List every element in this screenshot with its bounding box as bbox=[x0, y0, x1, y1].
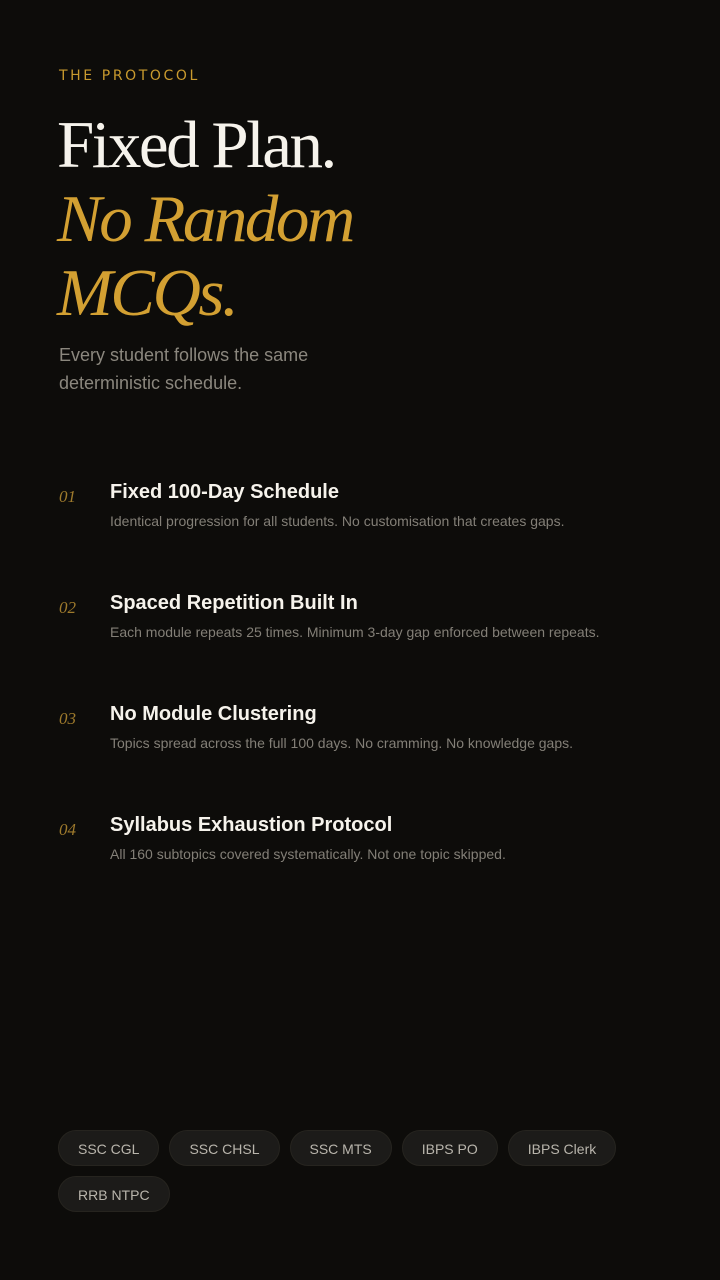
headline-line-3: MCQs. bbox=[57, 256, 237, 330]
feature-title: Spaced Repetition Built In bbox=[110, 592, 358, 614]
feature-item bbox=[0, 589, 720, 700]
exam-tag-ssc-cgl[interactable]: SSC CGL bbox=[58, 1130, 159, 1166]
feature-item bbox=[0, 811, 720, 922]
feature-item bbox=[0, 478, 720, 589]
feature-list bbox=[0, 478, 720, 922]
feature-description: Topics spread across the full 100 days. No cramming. No knowledge gaps. bbox=[110, 735, 574, 751]
feature-description: Each module repeats 25 times. Minimum 3-day gap enforced between repeats. bbox=[110, 624, 600, 640]
feature-description: Identical progression for all students. No customisation that creates gaps. bbox=[110, 513, 565, 529]
exam-tag-rrb-ntpc[interactable]: RRB NTPC bbox=[58, 1176, 170, 1212]
exam-tag-ssc-mts[interactable]: SSC MTS bbox=[290, 1130, 392, 1166]
page-title bbox=[57, 108, 353, 330]
feature-title: Fixed 100-Day Schedule bbox=[110, 481, 339, 503]
exam-tag-list bbox=[58, 1130, 658, 1212]
feature-number: 03 bbox=[59, 709, 76, 728]
headline-line-1: Fixed Plan. bbox=[57, 108, 335, 182]
exam-tag-ibps-clerk[interactable]: IBPS Clerk bbox=[508, 1130, 616, 1166]
page-subtitle: Every student follows the same deterministic schedule. bbox=[59, 345, 309, 393]
feature-item bbox=[0, 700, 720, 811]
feature-number: 02 bbox=[59, 598, 76, 617]
exam-tag-ssc-chsl[interactable]: SSC CHSL bbox=[169, 1130, 279, 1166]
feature-number: 01 bbox=[59, 487, 76, 506]
feature-title: No Module Clustering bbox=[110, 703, 317, 725]
headline-line-2: No Random bbox=[57, 182, 353, 256]
feature-number: 04 bbox=[59, 820, 76, 839]
exam-tag-ibps-po[interactable]: IBPS PO bbox=[402, 1130, 498, 1166]
section-eyebrow: THE PROTOCOL bbox=[59, 68, 200, 84]
feature-title: Syllabus Exhaustion Protocol bbox=[110, 814, 393, 836]
feature-description: All 160 subtopics covered systematically. Not one topic skipped. bbox=[110, 846, 506, 862]
